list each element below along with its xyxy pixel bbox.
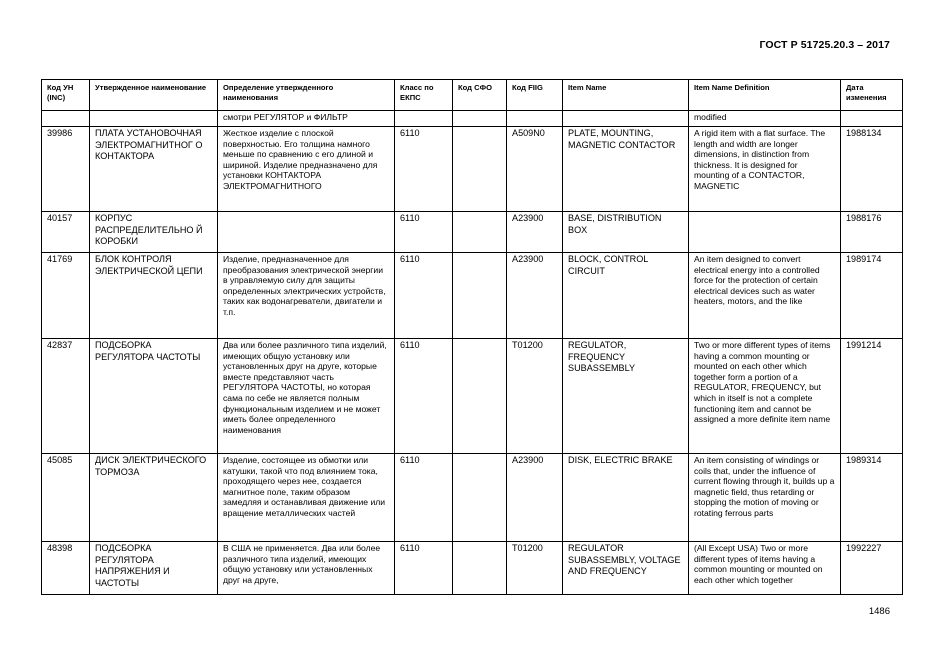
- cell-item-name: BASE, DISTRIBUTION BOX: [563, 212, 689, 253]
- cell-sfo: [453, 212, 507, 253]
- table-row: [42, 127, 903, 212]
- page-number: 1486: [868, 606, 890, 617]
- cell-item-definition: A rigid item with a flat surface. The length and width are longer dimensions, in distinction from thickness. It is designed for mounting of a CONTACTOR, MAGNETIC: [689, 127, 841, 212]
- cell-definition-ru: [218, 212, 395, 253]
- column-header-date: Дата изменения: [841, 80, 903, 111]
- cell-inc: [42, 111, 90, 127]
- cell-name-ru: ПЛАТА УСТАНОВОЧНАЯ ЭЛЕКТРОМАГНИТНОГ О КОНТАКТОРА: [90, 127, 218, 212]
- cell-class: 6110: [395, 127, 453, 212]
- cell-item-definition: An item consisting of windings or coils that, under the influence of current flowing through it, builds up a magnetic field, thus retarding or stopping the motion of moving or rotating ferrous parts: [689, 454, 841, 542]
- cell-date: 1989314: [841, 454, 903, 542]
- cell-inc: 39986: [42, 127, 90, 212]
- cell-date: 1989174: [841, 253, 903, 339]
- cell-inc: 42837: [42, 339, 90, 454]
- cell-item-name: REGULATOR SUBASSEMBLY, VOLTAGE AND FREQUENCY: [563, 542, 689, 595]
- cell-definition-ru: Два или более различного типа изделий, имеющих общую установку или установленных друг на друге, которые вместе представляют часть РЕГУЛЯТОРА ЧАСТОТЫ, но которая сама по себе не является полным функциональным изделием и не может иметь более определенного наименования: [218, 339, 395, 454]
- register-table: [41, 79, 903, 595]
- cell-fiig: A23900: [507, 454, 563, 542]
- column-header-item-definition: Item Name Definition: [689, 80, 841, 111]
- column-header-sfo: Код СФО: [453, 80, 507, 111]
- cell-item-name: REGULATOR, FREQUENCY SUBASSEMBLY: [563, 339, 689, 454]
- cell-date: 1991214: [841, 339, 903, 454]
- cell-sfo: [453, 454, 507, 542]
- cell-sfo: [453, 339, 507, 454]
- cell-name-ru: КОРПУС РАСПРЕДЕЛИТЕЛЬНО Й КОРОБКИ: [90, 212, 218, 253]
- cell-name-ru: БЛОК КОНТРОЛЯ ЭЛЕКТРИЧЕСКОЙ ЦЕПИ: [90, 253, 218, 339]
- cell-definition-ru: В США не применяется. Два или более различного типа изделий, имеющих общую установку или установленных друг на друге,: [218, 542, 395, 595]
- column-header-inc: Код УН (INC): [42, 80, 90, 111]
- cell-item-name: BLOCK, CONTROL CIRCUIT: [563, 253, 689, 339]
- cell-definition-ru: Жесткое изделие с плоской поверхностью. Его толщина намного меньше по сравнению с его длиной и шириной. Изделие предназначено для установки КОНТАКТОРА ЭЛЕКТРОМАГНИТНОГО: [218, 127, 395, 212]
- table-row: [42, 542, 903, 595]
- cell-name-ru: ПОДСБОРКА РЕГУЛЯТОРА ЧАСТОТЫ: [90, 339, 218, 454]
- cell-class: 6110: [395, 253, 453, 339]
- cell-inc: 45085: [42, 454, 90, 542]
- cell-inc: 41769: [42, 253, 90, 339]
- cell-definition-ru: Изделие, состоящее из обмотки или катушки, такой что под влиянием тока, проходящего через нее, создается магнитное поле, таким образом замедляя и останавливая движение или вращение металлических частей: [218, 454, 395, 542]
- cell-class: [395, 111, 453, 127]
- column-header-item-name: Item Name: [563, 80, 689, 111]
- column-header-class: Класс по ЕКПС: [395, 80, 453, 111]
- cell-class: 6110: [395, 212, 453, 253]
- cell-item-definition: [689, 212, 841, 253]
- table-header-row: [42, 80, 903, 111]
- cell-name-ru: ПОДСБОРКА РЕГУЛЯТОРА НАПРЯЖЕНИЯ И ЧАСТОТЫ: [90, 542, 218, 595]
- cell-definition-ru: смотри РЕГУЛЯТОР и ФИЛЬТР: [218, 111, 395, 127]
- cell-class: 6110: [395, 339, 453, 454]
- cell-name-ru: [90, 111, 218, 127]
- cell-fiig: A23900: [507, 253, 563, 339]
- column-header-name-ru: Утвержденное наименование: [90, 80, 218, 111]
- table-row: [42, 454, 903, 542]
- cell-inc: 40157: [42, 212, 90, 253]
- cell-fiig: T01200: [507, 339, 563, 454]
- cell-class: 6110: [395, 454, 453, 542]
- cell-date: [841, 111, 903, 127]
- cell-date: 1988176: [841, 212, 903, 253]
- column-header-definition-ru: Определение утвержденного наименования: [218, 80, 395, 111]
- cell-sfo: [453, 127, 507, 212]
- cell-class: 6110: [395, 542, 453, 595]
- cell-date: 1988134: [841, 127, 903, 212]
- table-row: [42, 212, 903, 253]
- cell-sfo: [453, 542, 507, 595]
- cell-definition-ru: Изделие, предназначенное для преобразования электрической энергии в управляемую силу для защиты определенных электрических устройств, таких как водонагреватели, двигатели и т.п.: [218, 253, 395, 339]
- cell-item-definition: (All Except USA) Two or more different types of items having a common mounting or mounted on each other which together: [689, 542, 841, 595]
- cell-item-name: [563, 111, 689, 127]
- cell-date: 1992227: [841, 542, 903, 595]
- document-code: ГОСТ Р 51725.20.3 – 2017: [759, 39, 890, 51]
- cell-inc: 48398: [42, 542, 90, 595]
- cell-sfo: [453, 253, 507, 339]
- cell-sfo: [453, 111, 507, 127]
- cell-item-definition: modified: [689, 111, 841, 127]
- cell-fiig: A509N0: [507, 127, 563, 212]
- cell-fiig: A23900: [507, 212, 563, 253]
- cell-name-ru: ДИСК ЭЛЕКТРИЧЕСКОГО ТОРМОЗА: [90, 454, 218, 542]
- table-row: [42, 253, 903, 339]
- continuation-row: [42, 111, 903, 127]
- cell-item-definition: Two or more different types of items having a common mounting or mounted on each other which together form a portion of a REGULATOR, FREQUENCY, but which in itself is not a complete functioning item and cannot be assigned a more definite item name: [689, 339, 841, 454]
- column-header-fiig: Код FIIG: [507, 80, 563, 111]
- cell-fiig: [507, 111, 563, 127]
- table-row: [42, 339, 903, 454]
- cell-item-name: DISK, ELECTRIC BRAKE: [563, 454, 689, 542]
- cell-item-definition: An item designed to convert electrical energy into a controlled force for the protection of certain electrical devices such as water heaters, motors, and the like: [689, 253, 841, 339]
- cell-fiig: T01200: [507, 542, 563, 595]
- cell-item-name: PLATE, MOUNTING, MAGNETIC CONTACTOR: [563, 127, 689, 212]
